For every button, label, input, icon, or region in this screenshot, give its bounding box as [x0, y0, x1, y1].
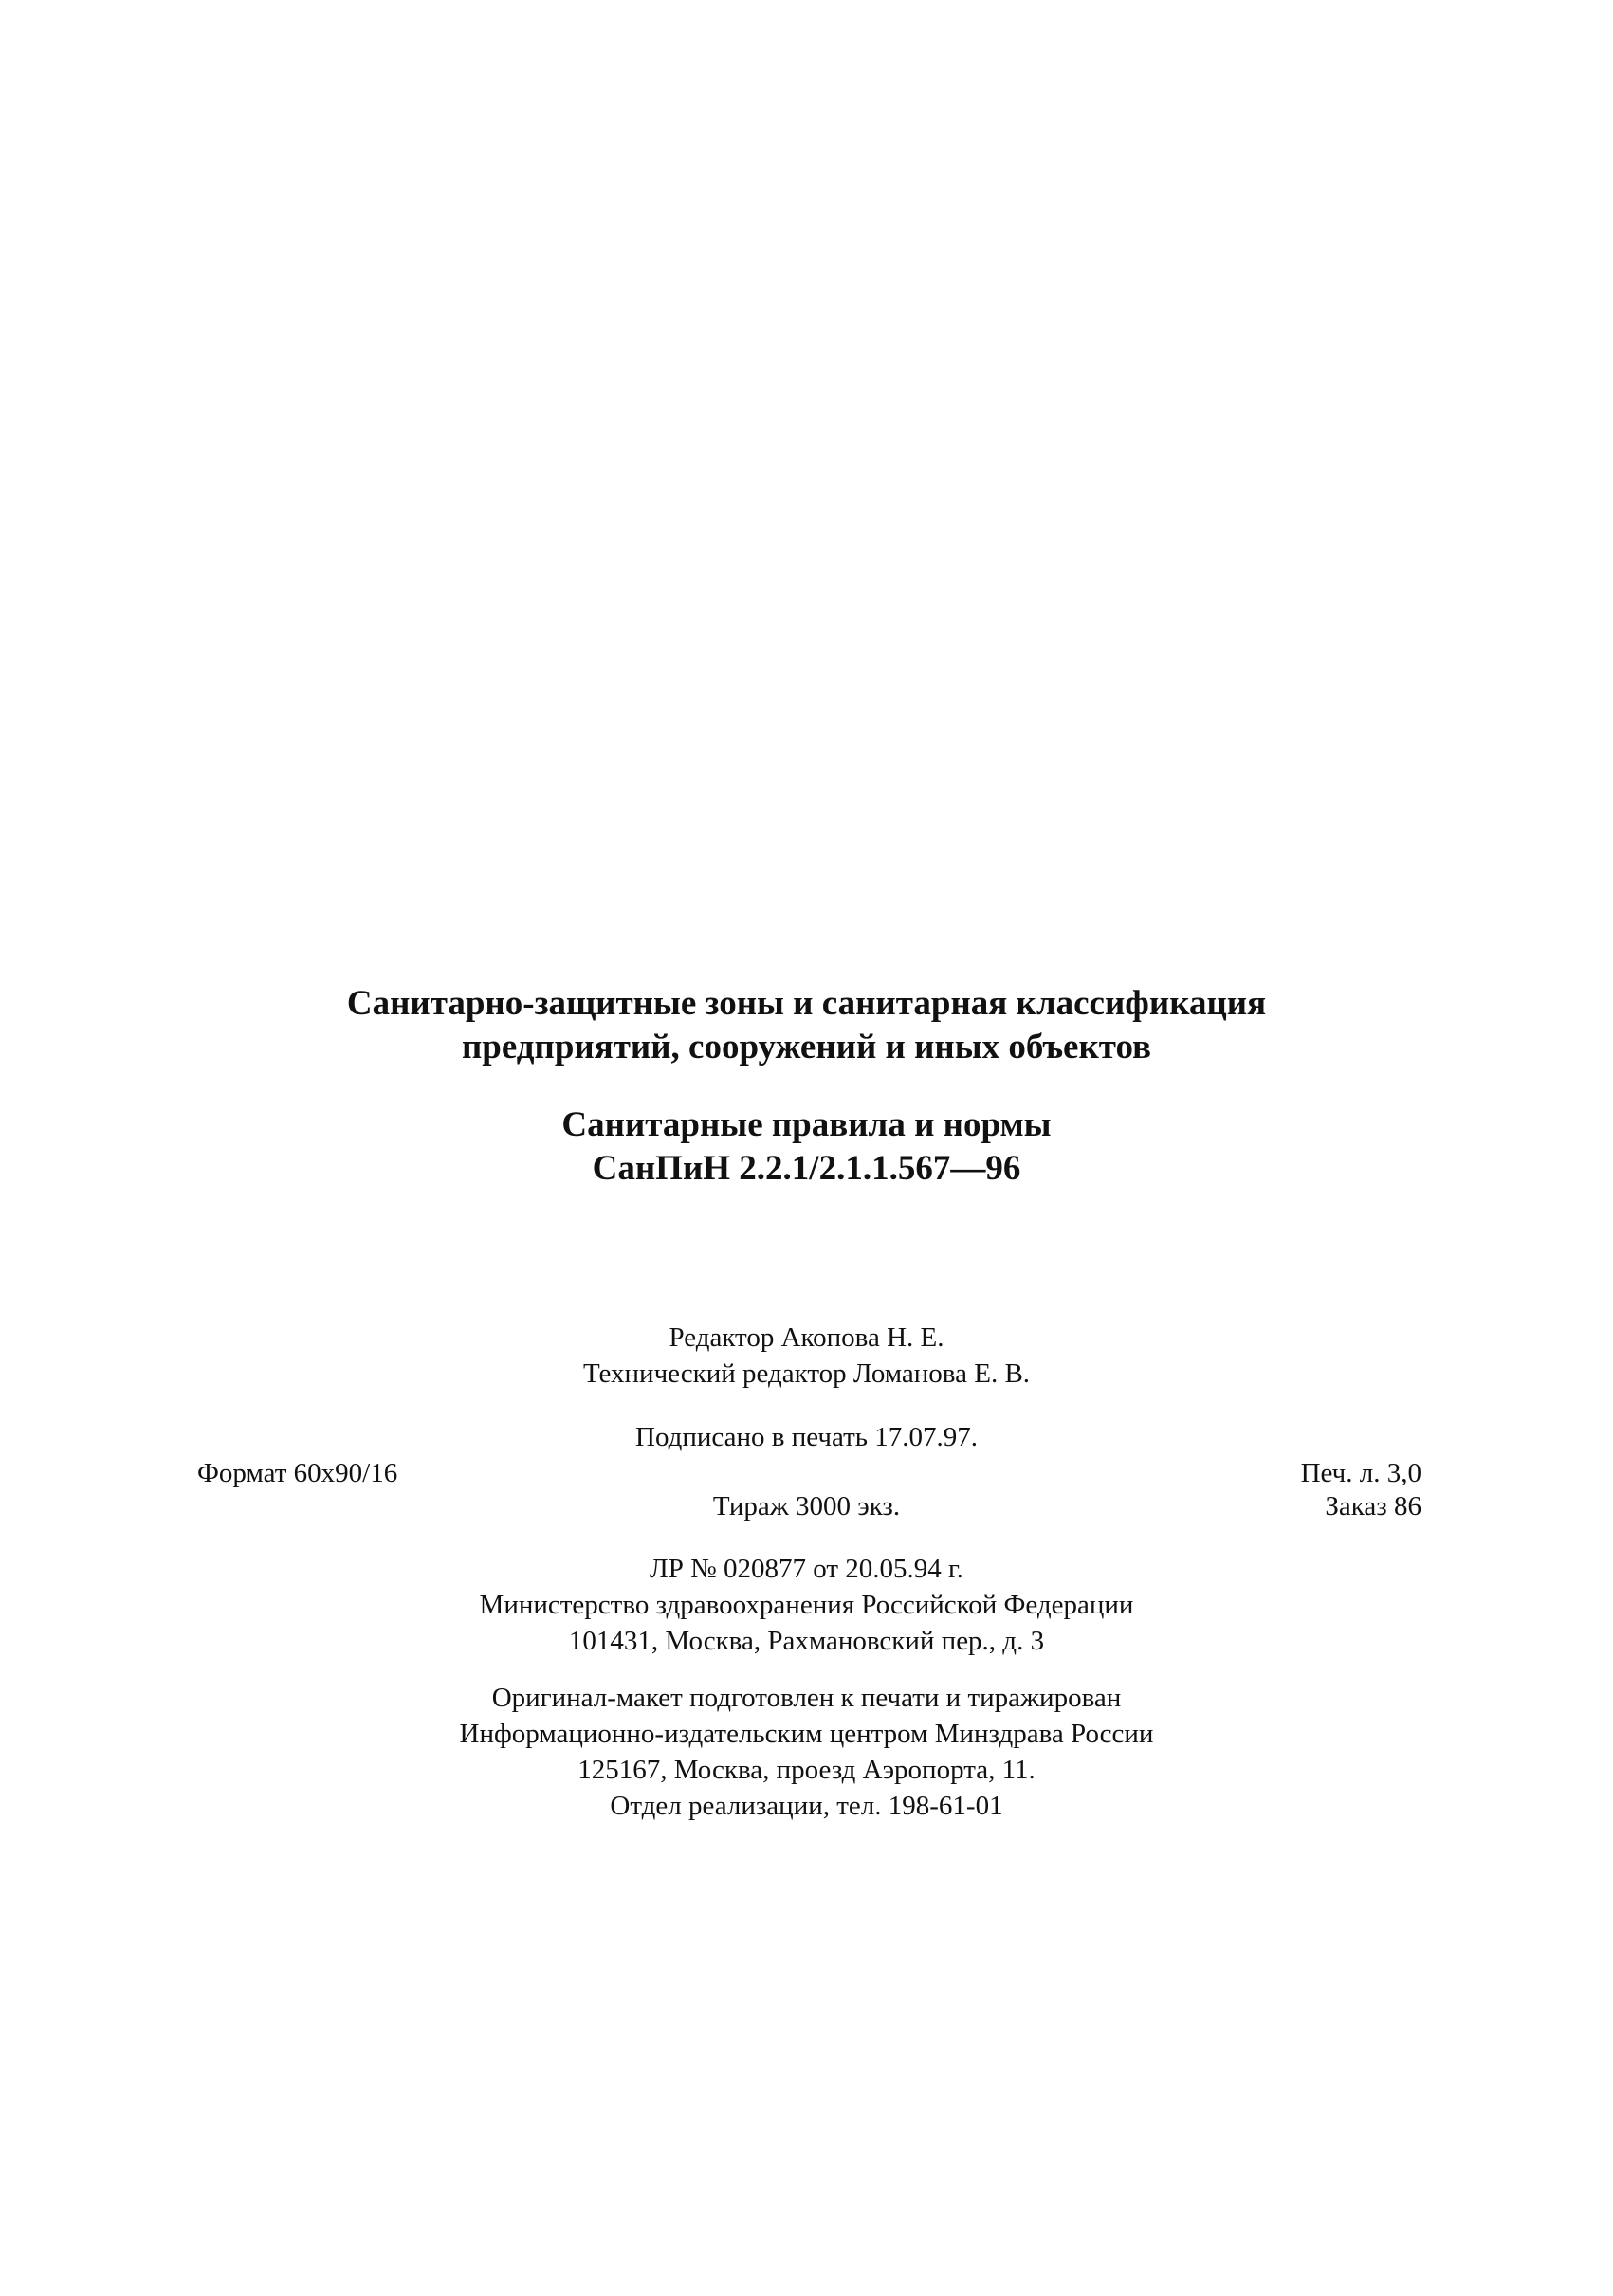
circulation: Тираж 3000 экз. — [712, 1491, 901, 1522]
ministry-name: Министерство здравоохранения Российской Федерации — [479, 1590, 1134, 1620]
document-subtitle — [0, 1103, 1613, 1191]
title-line-1: Санитарно-защитные зоны и санитарная классификация — [346, 984, 1267, 1023]
maker-address: 125167, Москва, проезд Аэропорта, 11. — [577, 1755, 1036, 1785]
subtitle-line-2: СанПиН 2.2.1/2.1.1.567—96 — [592, 1149, 1021, 1188]
editorial-credits — [0, 1320, 1613, 1392]
paper-format: Формат 60x90/16 — [197, 1458, 398, 1488]
ministry-address: 101431, Москва, Рахмановский пер., д. 3 — [568, 1626, 1045, 1656]
print-sheets: Печ. л. 3,0 — [1300, 1458, 1421, 1488]
license-number: ЛР № 020877 от 20.05.94 г. — [650, 1554, 963, 1584]
maker-line-1: Оригинал-макет подготовлен к печати и тиражирован — [491, 1683, 1122, 1713]
signed-to-print: Подписано в печать 17.07.97. — [635, 1422, 978, 1452]
document-title — [0, 982, 1613, 1069]
tech-editor-credit: Технический редактор Ломанова Е. В. — [582, 1358, 1031, 1389]
sales-department: Отдел реализации, тел. 198-61-01 — [610, 1791, 1003, 1821]
maker-line-2: Информационно-издательским центром Минздрава России — [459, 1719, 1154, 1749]
subtitle-line-1: Санитарные правила и нормы — [561, 1105, 1052, 1144]
circulation-row — [0, 1488, 1613, 1524]
order-number: Заказ 86 — [1325, 1491, 1421, 1522]
title-line-2: предприятий, сооружений и иных объектов — [461, 1028, 1152, 1066]
publisher-info — [0, 1551, 1613, 1659]
editor-credit: Редактор Акопова Н. Е. — [669, 1322, 944, 1353]
format-row — [0, 1455, 1613, 1491]
layout-maker-info — [0, 1680, 1613, 1824]
